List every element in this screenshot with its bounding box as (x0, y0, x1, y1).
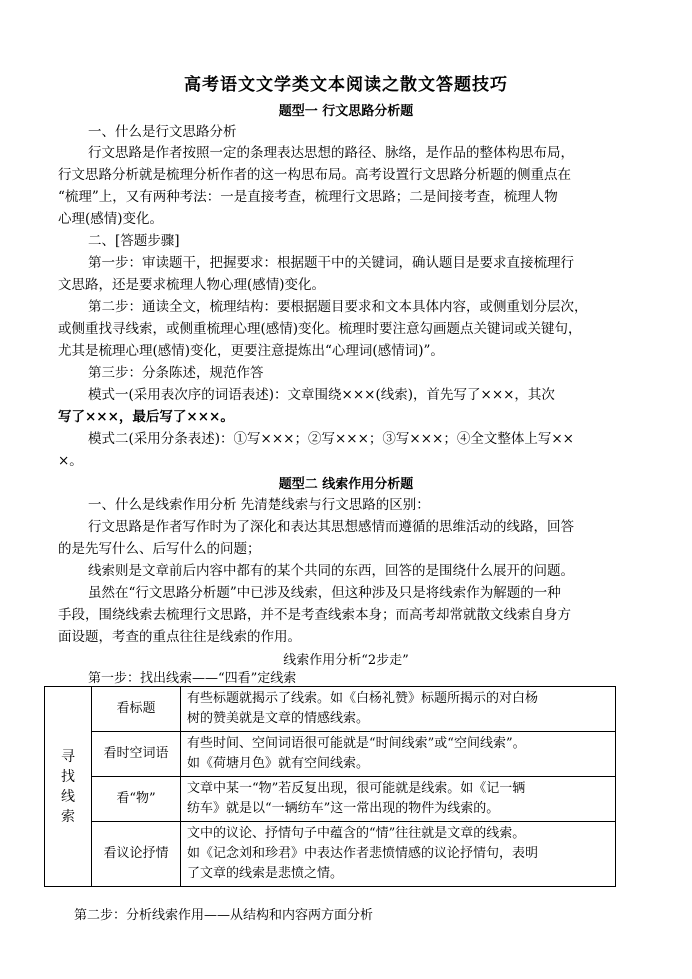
table-row (45, 732, 616, 777)
paragraph-line: 线索则是文章前后内容中都有的某个共同的东西，回答的是围绕什么展开的问题。 (88, 563, 574, 579)
step2-line: 第二步：通读全文，梳理结构：要根据题目要求和文本具体内容，或侧重划分层次， (88, 299, 588, 315)
section-heading-type2: 题型二 线索作用分析题 (278, 477, 414, 492)
step2-line: 尤其是梳理心理(感情)变化，更要注意提炼出“心理词(感情词)”。 (58, 343, 444, 359)
table-category: 看标题 (92, 687, 181, 732)
table-caption: 线索作用分析“2步走” (283, 653, 409, 668)
step3-line: 第三步：分条陈述，规范作答 (88, 365, 264, 381)
paragraph-line: 的是先写什么、后写什么的问题； (58, 541, 261, 557)
subheading-what-is: 一、什么是行文思路分析 (88, 124, 237, 140)
paragraph-line: 心理(感情)变化。 (58, 211, 164, 227)
paragraph-line: 行文思路是作者写作时为了深化和表达其思想感情而遵循的思维活动的线路，回答 (88, 519, 574, 535)
step1-line: 第一步：审读题干，把握要求：根据题干中的关键词，确认题目是要求直接梳理行 (88, 255, 574, 271)
model1-line: 写了×××，最后写了×××。 (58, 409, 234, 425)
step1-line: 文思路，还是要求梳理人物心理(感情)变化。 (58, 277, 326, 293)
step2-line: 或侧重找寻线索，或侧重梳理心理(感情)变化。梳理时要注意勾画题点关键词或关键句， (58, 321, 582, 337)
subheading-steps: 二、[答题步骤] (88, 233, 180, 249)
paragraph-line: “梳理”上，又有两种考法：一是直接考查，梳理行文思路；二是间接考查，梳理人物 (58, 189, 558, 205)
table-category: 看“物” (92, 777, 181, 822)
table-row (45, 822, 616, 887)
paragraph-line: 面设题，考查的重点往往是线索的作用。 (58, 629, 301, 645)
paragraph-line: 行文思路分析就是梳理分析作者的这一构思布局。高考设置行文思路分析题的侧重点在 (58, 167, 571, 183)
model1-line: 模式一(采用表次序的词语表述)：文章围绕×××(线索)，首先写了×××，其次 (88, 387, 555, 403)
paragraph-line: 手段，围绕线索去梳理行文思路，并不是考查线索本身；而高考却常就散文线索自身方 (58, 607, 571, 623)
table-row (45, 687, 616, 732)
table-cell: 文中的议论、抒情句子中蕴含的“情”往往就是文章的线索。 如《记念刘和珍君》中表达作者悲愤情感的议论抒情句，表明 了文章的线索是悲愤之情。 (181, 822, 616, 887)
model2-line: ×。 (58, 453, 83, 469)
table-cell: 有些时间、空间词语很可能就是“时间线索”或“空间线索”。 如《荷塘月色》就有空间线索。 (181, 732, 616, 777)
table-row (45, 777, 616, 822)
paragraph-line: 行文思路是作者按照一定的条理表达思想的路径、脉络，是作品的整体构思布局， (88, 145, 574, 161)
table-category: 看议论抒情 (92, 822, 181, 887)
step-a-label: 第一步：找出线索——“四看”定线索 (88, 671, 297, 686)
section-heading-type1: 题型一 行文思路分析题 (278, 104, 414, 119)
table-cell: 文章中某一“物”若反复出现，很可能就是线索。如《记一辆 纺车》就是以“一辆纺车”这一常出现的物件为线索的。 (181, 777, 616, 822)
paragraph-line: 虽然在“行文思路分析题”中已涉及线索，但这种涉及只是将线索作为解题的一种 (88, 585, 561, 601)
table-cell: 有些标题就揭示了线索。如《白杨礼赞》标题所揭示的对白杨 树的赞美就是文章的情感线索。 (181, 687, 616, 732)
clue-table (44, 686, 616, 887)
table-side-label: 寻找线索 (45, 687, 92, 887)
model2-line: 模式二(采用分条表述)：①写×××；②写×××；③写×××；④全文整体上写×× (88, 431, 574, 447)
step-b-label: 第二步：分析线索作用——从结构和内容两方面分析 (74, 908, 374, 923)
table-category: 看时空词语 (92, 732, 181, 777)
page-title: 高考语文文学类文本阅读之散文答题技巧 (184, 75, 508, 95)
subheading-what-is-clue: 一、什么是线索作用分析 先清楚线索与行文思路的区别： (88, 497, 430, 513)
